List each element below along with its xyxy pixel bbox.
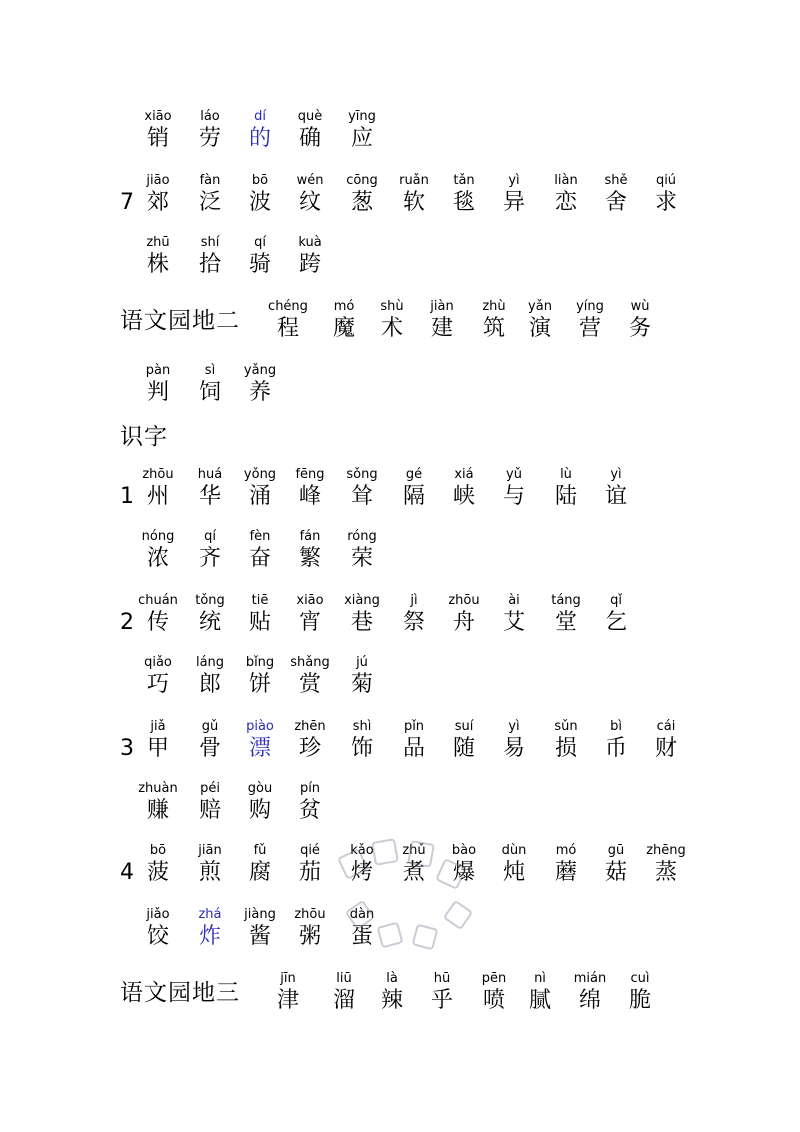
hanzi: 应 [350,126,373,151]
hanzi: 绵 [578,988,601,1013]
hanzi: 爆 [452,860,475,885]
pinyin: yǔ [506,467,522,482]
hanzi: 辣 [380,988,403,1013]
pinyin: mián [573,971,607,986]
hanzi: 郊 [146,190,169,215]
pinyin: jiǎo [146,907,170,922]
pinyin: cuì [630,971,650,986]
text-line [0,718,800,768]
lesson-number: 3 [120,736,134,761]
text-line [0,528,800,578]
character-cell [631,172,701,216]
character-cell [275,234,345,278]
text-line [0,234,800,284]
pinyin: qí [204,529,216,544]
hanzi: 溜 [332,988,355,1013]
hanzi: 劳 [198,126,221,151]
hanzi: 脆 [628,988,651,1013]
text-line [0,362,800,412]
pinyin: bō [149,843,167,858]
pinyin: cái [656,719,676,734]
hanzi: 漂 [248,736,271,761]
pinyin: xiàng [344,593,380,608]
hanzi: 喷 [482,988,505,1013]
pinyin: shě [604,173,628,188]
hanzi: 津 [276,988,299,1013]
pinyin: gū [607,843,625,858]
pinyin: pàn [145,363,171,378]
pinyin: zhēn [294,719,326,734]
hanzi: 传 [146,610,169,635]
pinyin: xiāo [144,109,172,124]
pinyin: mó [555,843,577,858]
hanzi: 演 [528,316,551,341]
hanzi: 确 [298,126,321,151]
hanzi: 统 [198,610,221,635]
text-line [0,654,800,704]
pinyin: xiāo [296,593,324,608]
lesson-number: 4 [120,860,134,885]
character-cell [327,108,397,152]
pinyin: fèn [249,529,271,544]
hanzi: 巧 [146,672,169,697]
hanzi: 求 [654,190,677,215]
pinyin: nì [534,971,546,986]
pinyin: bō [251,173,269,188]
character-cell [631,842,701,886]
character-cell [581,592,651,636]
pinyin: dí [254,109,266,124]
pinyin: ài [508,593,520,608]
pinyin: qiú [655,173,677,188]
text-line [0,108,800,158]
hanzi: 堂 [554,610,577,635]
pinyin: yǎng [243,363,277,378]
hanzi: 谊 [604,484,627,509]
pinyin: sǔn [554,719,578,734]
character-cell [327,528,397,572]
pinyin: huá [197,467,223,482]
text-line [0,298,800,348]
pinyin: wù [630,299,650,314]
pinyin: pēn [481,971,507,986]
pinyin: fǔ [253,843,267,858]
pinyin: jiǎ [150,719,166,734]
pinyin: qié [300,843,320,858]
pinyin: sì [204,363,216,378]
pinyin: kǎo [350,843,374,858]
hanzi: 葱 [350,190,373,215]
pinyin: shǎng [290,655,330,670]
hanzi: 饰 [350,736,373,761]
hanzi: 涌 [248,484,271,509]
hanzi: 繁 [298,546,321,571]
hanzi: 峰 [298,484,321,509]
hanzi: 炸 [198,924,221,949]
pinyin: sǒng [346,467,378,482]
hanzi: 宵 [298,610,321,635]
pinyin: hū [433,971,451,986]
lesson-number: 1 [120,484,134,509]
lesson-number: 2 [120,610,134,635]
hanzi: 株 [146,252,169,277]
hanzi: 荣 [350,546,373,571]
pinyin: yīng [348,109,376,124]
hanzi: 齐 [198,546,221,571]
hanzi: 陆 [554,484,577,509]
hanzi: 随 [452,736,475,761]
hanzi: 茄 [298,860,321,885]
pinyin: là [386,971,398,986]
pinyin: xiá [454,467,474,482]
pinyin: cōng [346,173,378,188]
hanzi: 艾 [502,610,525,635]
hanzi: 腻 [528,988,551,1013]
hanzi: 品 [402,736,425,761]
hanzi: 菊 [350,672,373,697]
hanzi: 酱 [248,924,271,949]
hanzi: 舍 [604,190,627,215]
pinyin: shì [352,719,372,734]
hanzi: 饺 [146,924,169,949]
hanzi: 赔 [198,798,221,823]
pinyin: chéng [268,299,308,314]
pinyin: piào [246,719,274,734]
hanzi: 财 [654,736,677,761]
pinyin: péi [200,781,220,796]
pinyin: yì [610,467,622,482]
hanzi: 祭 [402,610,425,635]
hanzi: 贴 [248,610,271,635]
hanzi: 舟 [452,610,475,635]
hanzi: 州 [146,484,169,509]
pinyin: tǎn [453,173,475,188]
hanzi: 饼 [248,672,271,697]
hanzi: 异 [502,190,525,215]
pinyin: láng [195,655,225,670]
hanzi: 乎 [430,988,453,1013]
pinyin: jiàng [244,907,276,922]
pinyin: yíng [576,299,604,314]
text-line [0,592,800,642]
hanzi: 损 [554,736,577,761]
character-cell [581,466,651,510]
pinyin: táng [551,593,581,608]
lesson-number: 7 [120,190,134,215]
pinyin: láo [200,109,220,124]
hanzi: 煮 [402,860,425,885]
hanzi: 建 [430,316,453,341]
character-cell [225,362,295,406]
pinyin: qí [254,235,266,250]
hanzi: 奋 [248,546,271,571]
text-line [0,970,800,1020]
hanzi: 菇 [604,860,627,885]
pinyin: bào [451,843,477,858]
pinyin: chuán [138,593,178,608]
pinyin: pǐn [403,719,425,734]
hanzi: 的 [248,126,271,151]
hanzi: 华 [198,484,221,509]
pinyin: yǎn [528,299,552,314]
pinyin: liū [336,971,352,986]
hanzi: 炖 [502,860,525,885]
hanzi: 与 [502,484,525,509]
hanzi: 浓 [146,546,169,571]
pinyin: shí [200,235,220,250]
hanzi: 巷 [350,610,373,635]
pinyin: jì [410,593,418,608]
hanzi: 贫 [298,798,321,823]
pinyin: gòu [247,781,273,796]
hanzi: 术 [380,316,403,341]
hanzi: 纹 [298,190,321,215]
pinyin: wén [296,173,324,188]
hanzi: 毯 [452,190,475,215]
hanzi: 恋 [554,190,577,215]
hanzi: 波 [248,190,271,215]
pinyin: qiǎo [144,655,172,670]
hanzi: 骨 [198,736,221,761]
pinyin: qǐ [610,593,622,608]
text-line [0,466,800,516]
pinyin: ruǎn [399,173,429,188]
hanzi: 判 [146,380,169,405]
pinyin: zhōu [448,593,480,608]
pinyin: zhù [482,299,506,314]
hanzi: 甲 [146,736,169,761]
hanzi: 粥 [298,924,321,949]
hanzi: 拾 [198,252,221,277]
hanzi: 郎 [198,672,221,697]
text-line [0,418,800,468]
text-line [0,172,800,222]
hanzi: 销 [146,126,169,151]
pinyin: zhēng [646,843,686,858]
pinyin: zhōu [294,907,326,922]
hanzi: 魔 [332,316,355,341]
hanzi: 腐 [248,860,271,885]
hanzi: 赚 [146,798,169,823]
hanzi: 蒸 [654,860,677,885]
pinyin: gǔ [201,719,219,734]
hanzi: 隔 [402,484,425,509]
hanzi: 易 [502,736,525,761]
hanzi: 养 [248,380,271,405]
hanzi: 菠 [146,860,169,885]
pinyin: gé [405,467,423,482]
pinyin: jiāo [146,173,170,188]
pinyin: bì [610,719,622,734]
hanzi: 蘑 [554,860,577,885]
hanzi: 珍 [298,736,321,761]
pinyin: jīn [280,971,296,986]
character-cell [327,654,397,698]
pinyin: yì [508,173,520,188]
hanzi: 蛋 [350,924,373,949]
pinyin: bǐng [245,655,275,670]
hanzi: 赏 [298,672,321,697]
character-cell [605,298,675,342]
pinyin: dùn [501,843,527,858]
pinyin: lù [560,467,572,482]
hanzi: 程 [276,316,299,341]
pinyin: fēng [295,467,325,482]
hanzi: 耸 [350,484,373,509]
hanzi: 烤 [350,860,373,885]
pinyin: zhōu [142,467,174,482]
hanzi: 泛 [198,190,221,215]
character-cell [631,718,701,762]
hanzi: 营 [578,316,601,341]
pinyin: pín [299,781,321,796]
pinyin: jú [356,655,368,670]
pinyin: dàn [349,907,375,922]
hanzi: 乞 [604,610,627,635]
hanzi: 购 [248,798,271,823]
hanzi: 币 [604,736,627,761]
pinyin: fàn [199,173,221,188]
pinyin: mó [333,299,355,314]
hanzi: 饲 [198,380,221,405]
character-cell [275,780,345,824]
pinyin: shù [380,299,404,314]
section-heading: 语文园地二 [120,308,240,334]
pinyin: tǒng [195,593,225,608]
section-heading: 识字 [120,424,168,450]
hanzi: 跨 [298,252,321,277]
hanzi: 峡 [452,484,475,509]
pinyin: zhá [198,907,222,922]
pinyin: jiān [198,843,222,858]
pinyin: zhǔ [402,843,426,858]
watermark-stamp [330,835,480,965]
pinyin: fán [299,529,321,544]
hanzi: 软 [402,190,425,215]
pinyin: kuà [298,235,322,250]
pinyin: zhuàn [138,781,178,796]
pinyin: nóng [141,529,175,544]
pinyin: jiàn [430,299,454,314]
character-cell [605,970,675,1014]
section-heading: 语文园地三 [120,980,240,1006]
pinyin: tiē [251,593,269,608]
pinyin: què [297,109,323,124]
hanzi: 筑 [482,316,505,341]
pinyin: liàn [554,173,578,188]
hanzi: 煎 [198,860,221,885]
pinyin: róng [347,529,377,544]
text-line [0,780,800,830]
hanzi: 务 [628,316,651,341]
hanzi: 骑 [248,252,271,277]
pinyin: yì [508,719,520,734]
pinyin: zhū [146,235,170,250]
pinyin: suí [454,719,474,734]
pinyin: yǒng [243,467,277,482]
